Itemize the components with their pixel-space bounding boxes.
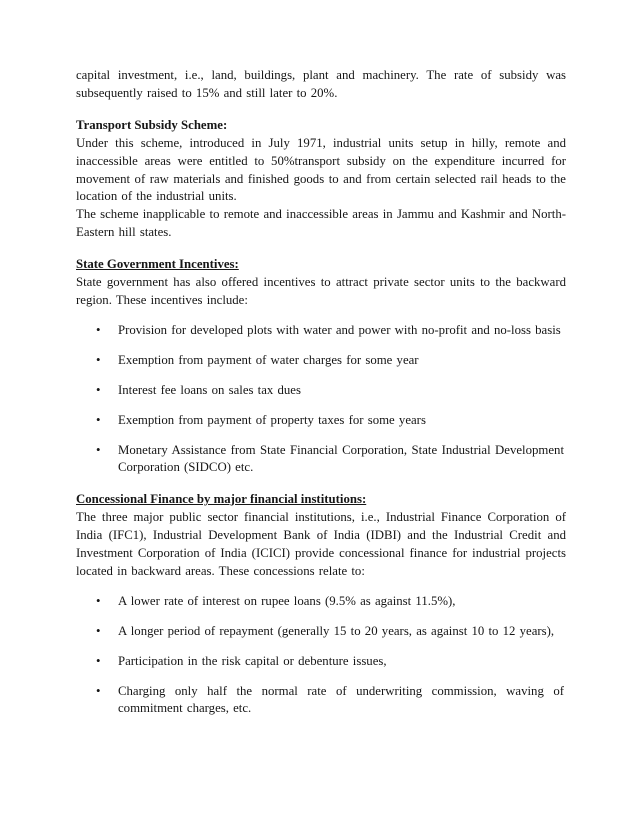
bullet-icon: • — [96, 623, 101, 638]
bullet-icon: • — [96, 593, 101, 608]
list-item — [94, 322, 566, 340]
list-item — [94, 412, 566, 430]
list-item — [94, 442, 566, 478]
bullet-icon: • — [96, 653, 101, 668]
bullet-text: Charging only half the normal rate of underwriting commission, waving of commitment charges, etc. — [118, 683, 564, 716]
bullet-text: Participation in the risk capital or debenture issues, — [118, 653, 387, 668]
list-item — [94, 382, 566, 400]
bullet-text: A longer period of repayment (generally 15 to 20 years, as against 10 to 12 years), — [118, 623, 555, 638]
concessional-finance-paragraph: The three major public sector financial institutions, i.e., Industrial Finance Corporation of India (IFC1), Industrial Development Bank of India (IDBI) and the Industrial Credit and Investment Corporation of India (ICICI) provide concessional finance for industrial projects located in backward areas. These concessions relate to: — [76, 510, 566, 578]
bullet-icon: • — [96, 442, 101, 457]
transport-paragraph-1: Under this scheme, introduced in July 1971, industrial units setup in hilly, remote and inaccessible areas were entitled to 50%transport subsidy on the expenditure incurred for movement of raw materials and finished goods to and from certain selected rail heads to the location of the industrial units. — [76, 135, 566, 204]
concessional-finance-heading: Concessional Finance by major financial institutions: — [76, 492, 367, 507]
bullet-text: Exemption from payment of property taxes for some years — [118, 412, 426, 427]
bullet-text: Provision for developed plots with water and power with no-profit and no-loss basis — [118, 322, 561, 337]
state-incentives-heading: State Government Incentives: — [76, 257, 239, 272]
bullet-icon: • — [96, 412, 101, 427]
bullet-icon: • — [96, 382, 101, 397]
bullet-text: Interest fee loans on sales tax dues — [118, 382, 301, 397]
intro-paragraph: capital investment, i.e., land, buildings, plant and machinery. The rate of subsidy was subsequently raised to 15% and still later to 20%. — [76, 68, 566, 100]
list-item — [94, 623, 566, 641]
bullet-icon: • — [96, 322, 101, 337]
bullet-icon: • — [96, 352, 101, 367]
list-item — [94, 352, 566, 370]
list-item — [94, 593, 566, 611]
bullet-icon: • — [96, 683, 101, 698]
transport-paragraph-2: The scheme inapplicable to remote and inaccessible areas in Jammu and Kashmir and North-Eastern hill states. — [76, 207, 566, 240]
state-incentives-list — [76, 322, 566, 477]
list-item — [94, 683, 566, 719]
list-item — [94, 653, 566, 671]
bullet-text: Monetary Assistance from State Financial Corporation, State Industrial Development Corporation (SIDCO) etc. — [118, 442, 564, 475]
bullet-text: A lower rate of interest on rupee loans (9.5% as against 11.5%), — [118, 593, 456, 608]
transport-subsidy-heading: Transport Subsidy Scheme: — [76, 117, 228, 132]
bullet-text: Exemption from payment of water charges for some year — [118, 352, 419, 367]
concessional-finance-list — [76, 593, 566, 719]
state-incentives-paragraph: State government has also offered incentives to attract private sector units to the backward region. These incentives include: — [76, 275, 566, 307]
